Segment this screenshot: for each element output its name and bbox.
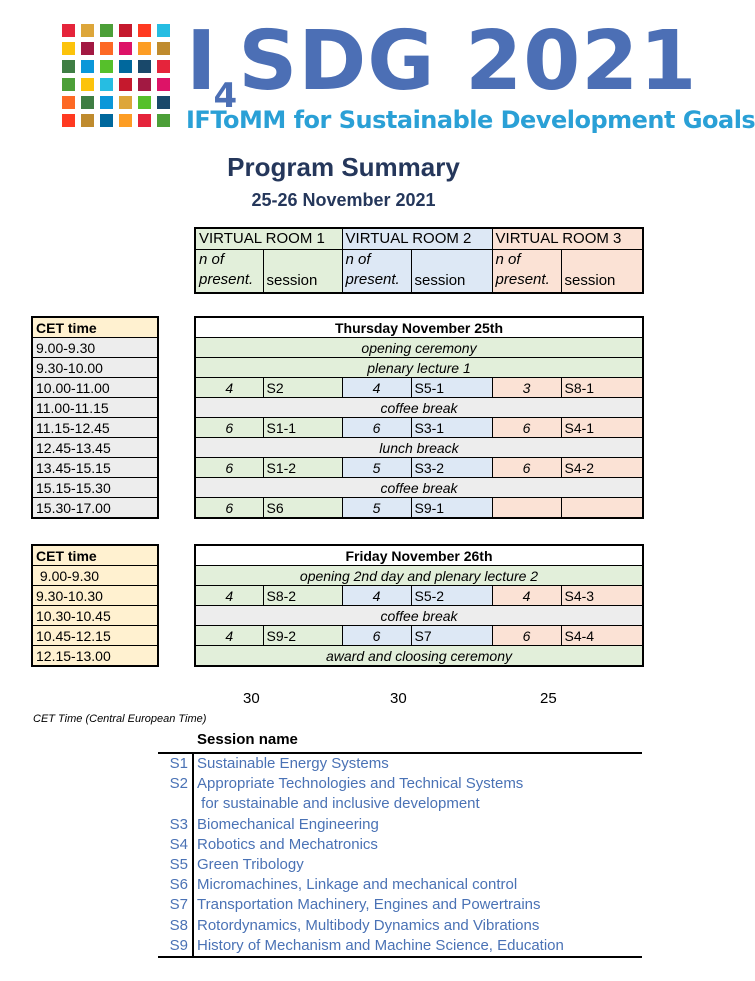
logo-square <box>119 42 132 55</box>
session-code: S4-4 <box>561 626 643 646</box>
session-code: S1-1 <box>263 418 342 438</box>
logo-square <box>62 60 75 73</box>
logo-square <box>138 60 151 73</box>
session-code: S3-2 <box>411 458 492 478</box>
room-3-total: 25 <box>540 690 557 707</box>
day2-schedule <box>194 544 644 667</box>
program-title: Program Summary <box>227 152 460 182</box>
session-code-label: S9 <box>169 936 188 954</box>
time-slot: 11.15-12.45 <box>32 418 158 438</box>
presentations-count: 4 <box>195 626 263 646</box>
room-2-npresent: n of present. <box>342 249 411 293</box>
presentations-count: 4 <box>492 586 561 606</box>
presentations-count: 5 <box>342 498 411 519</box>
plenary-row: opening 2nd day and plenary lecture 2 <box>195 566 643 586</box>
session-item <box>158 754 642 774</box>
room-2-session: session <box>411 249 492 293</box>
session-code-label <box>158 794 192 814</box>
room-1-name: VIRTUAL ROOM 1 <box>195 228 342 249</box>
session-name-label: for sustainable and inclusive development <box>192 794 642 814</box>
session-code: S4-2 <box>561 458 643 478</box>
time-slot: 15.30-17.00 <box>32 498 158 519</box>
presentations-count: 4 <box>342 586 411 606</box>
logo-square <box>157 24 170 37</box>
time-slot: 10.45-12.15 <box>32 626 158 646</box>
rooms-header <box>194 227 644 294</box>
day-title: Thursday November 25th <box>195 317 643 338</box>
room-3-npresent: n of present. <box>492 249 561 293</box>
plenary-row: opening ceremony <box>195 338 643 358</box>
logo-square <box>62 114 75 127</box>
logo-square <box>138 96 151 109</box>
time-slot: 10.00-11.00 <box>32 378 158 398</box>
logo-square <box>119 78 132 91</box>
presentations-count: 6 <box>195 418 263 438</box>
room-3-name: VIRTUAL ROOM 3 <box>492 228 643 249</box>
session-item <box>158 916 642 936</box>
room-1-session: session <box>263 249 342 293</box>
presentations-count: 6 <box>342 418 411 438</box>
presentations-count: 6 <box>492 458 561 478</box>
time-slot: 12.15-13.00 <box>32 646 158 667</box>
day-title: Friday November 26th <box>195 545 643 566</box>
logo-square <box>119 60 132 73</box>
time-slot: 15.15-15.30 <box>32 478 158 498</box>
logo-square <box>100 96 113 109</box>
time-slot: 11.00-11.15 <box>32 398 158 418</box>
session-code: S8-2 <box>263 586 342 606</box>
time-slot: 9.00-9.30 <box>32 566 158 586</box>
logo-square <box>119 96 132 109</box>
session-code-label: S5 <box>169 856 188 874</box>
presentations-count <box>492 498 561 519</box>
session-name-label: Rotordynamics, Multibody Dynamics and Vibrations <box>192 916 642 936</box>
cet-time-header: CET time <box>32 545 158 566</box>
logo-square <box>138 114 151 127</box>
session-code-label: S6 <box>169 876 188 894</box>
time-slot: 13.45-15.15 <box>32 458 158 478</box>
logo-square <box>119 114 132 127</box>
session-item <box>158 855 642 875</box>
session-item <box>158 794 642 814</box>
time-slot: 12.45-13.45 <box>32 438 158 458</box>
session-name-label: Transportation Machinery, Engines and Powertrains <box>192 895 642 915</box>
logo-square <box>100 24 113 37</box>
session-code-label: S7 <box>169 896 188 914</box>
session-name-label: Green Tribology <box>192 855 642 875</box>
logo-square <box>157 96 170 109</box>
session-code: S7 <box>411 626 492 646</box>
logo-square <box>157 78 170 91</box>
presentations-count: 4 <box>195 378 263 398</box>
presentations-count: 3 <box>492 378 561 398</box>
room-1-total: 30 <box>243 690 260 707</box>
session-code: S2 <box>263 378 342 398</box>
logo-square <box>62 78 75 91</box>
cet-note: CET Time (Central European Time) <box>33 713 207 725</box>
session-code-label: S3 <box>169 815 188 833</box>
logo-square <box>81 114 94 127</box>
session-code <box>561 498 643 519</box>
logo-square <box>138 78 151 91</box>
session-item <box>158 895 642 915</box>
plenary-row: award and cloosing ceremony <box>195 646 643 667</box>
logo-square <box>62 42 75 55</box>
session-code: S3-1 <box>411 418 492 438</box>
presentations-count: 6 <box>195 498 263 519</box>
logo-square <box>100 78 113 91</box>
brand-title: $I_4SDG$ 2021 <box>186 14 698 116</box>
logo-square <box>157 114 170 127</box>
session-code: S8-1 <box>561 378 643 398</box>
room-1-npresent: n of present. <box>195 249 263 293</box>
session-code-label: S1 <box>169 755 188 772</box>
brand-tagline: IFToMM for Sustainable Development Goals <box>186 106 755 134</box>
logo-square <box>62 96 75 109</box>
session-code: S9-1 <box>411 498 492 519</box>
time-slot: 9.00-9.30 <box>32 338 158 358</box>
session-name-label: Micromachines, Linkage and mechanical control <box>192 875 642 895</box>
session-item <box>158 835 642 855</box>
session-item <box>158 875 642 895</box>
break-row: coffee break <box>195 398 643 418</box>
logo-square <box>138 42 151 55</box>
presentations-count: 6 <box>195 458 263 478</box>
session-name-label: Robotics and Mechatronics <box>192 835 642 855</box>
room-2-total: 30 <box>390 690 407 707</box>
break-row: coffee break <box>195 478 643 498</box>
logo-square <box>119 24 132 37</box>
session-code-label: S8 <box>169 916 188 934</box>
logo-square <box>81 24 94 37</box>
break-row: coffee break <box>195 606 643 626</box>
session-code: S4-3 <box>561 586 643 606</box>
session-name-label: History of Mechanism and Machine Science, Education <box>192 936 642 956</box>
logo-square <box>100 60 113 73</box>
logo-square <box>81 78 94 91</box>
presentations-count: 6 <box>492 418 561 438</box>
session-code: S9-2 <box>263 626 342 646</box>
time-slot: 9.30-10.30 <box>32 586 158 606</box>
presentations-count: 6 <box>342 626 411 646</box>
presentations-count: 6 <box>492 626 561 646</box>
session-code: S5-2 <box>411 586 492 606</box>
session-name-label: Appropriate Technologies and Technical Systems <box>192 774 642 794</box>
session-code: S4-1 <box>561 418 643 438</box>
session-heading: Session name <box>197 731 298 748</box>
room-3-session: session <box>561 249 643 293</box>
sdg-logo-grid <box>62 24 174 132</box>
cet-time-header: CET time <box>32 317 158 338</box>
plenary-row: plenary lecture 1 <box>195 358 643 378</box>
logo-square <box>157 42 170 55</box>
day1-time-column <box>31 316 159 519</box>
session-code-label: S4 <box>169 835 188 853</box>
logo-square <box>81 60 94 73</box>
session-code: S1-2 <box>263 458 342 478</box>
time-slot: 9.30-10.00 <box>32 358 158 378</box>
session-name-label: Sustainable Energy Systems <box>192 754 642 774</box>
logo-square <box>81 42 94 55</box>
logo-square <box>81 96 94 109</box>
day1-schedule <box>194 316 644 519</box>
logo-square <box>100 114 113 127</box>
presentations-count: 5 <box>342 458 411 478</box>
program-dates: 25-26 November 2021 <box>251 190 436 210</box>
logo-square <box>100 42 113 55</box>
time-slot: 10.30-10.45 <box>32 606 158 626</box>
presentations-count: 4 <box>342 378 411 398</box>
logo-square <box>157 60 170 73</box>
session-code: S5-1 <box>411 378 492 398</box>
logo-square <box>62 24 75 37</box>
session-name-label: Biomechanical Engineering <box>192 815 642 835</box>
session-code: S6 <box>263 498 342 519</box>
session-item <box>158 774 642 794</box>
session-item <box>158 815 642 835</box>
session-list <box>158 752 642 958</box>
room-2-name: VIRTUAL ROOM 2 <box>342 228 492 249</box>
session-item <box>158 936 642 956</box>
presentations-count: 4 <box>195 586 263 606</box>
session-code-label: S2 <box>169 775 188 793</box>
day2-time-column <box>31 544 159 667</box>
logo-square <box>138 24 151 37</box>
break-row: lunch breack <box>195 438 643 458</box>
